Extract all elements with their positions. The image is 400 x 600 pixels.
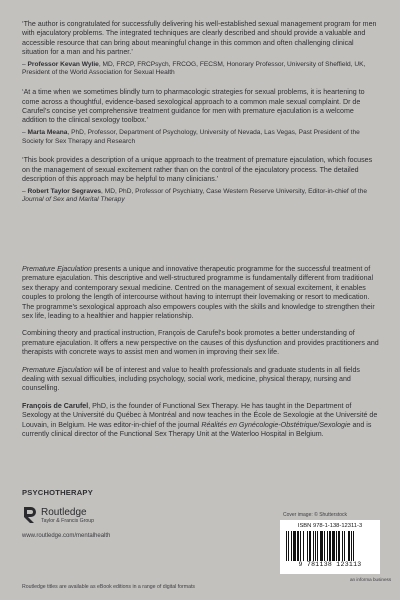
endorsement-text: ‘At a time when we sometimes blindly turn to pharmacologic strategies for sexual problems, it is heartening to come across a thoughtful, evidence-based sexological approach to a common male sexual complaint. Dr de Carufel’s concise yet comprehensive treatment guidance for men with premature ejaculation is a welcome addition to the clinical sexology toolbox.’ (22, 88, 365, 125)
book-title: Premature Ejaculation (22, 265, 92, 273)
routledge-logo-icon (22, 506, 36, 524)
barcode-graphic (284, 531, 376, 561)
endorsement-attribution: – Robert Taylor Segraves, MD, PhD, Professor of Psychiatry, Case Western Reserve University, Editor-in-chief of the Journal of Sex and Marital Therapy (22, 187, 368, 204)
endorser-credentials: , MD, PhD, Professor of Psychiatry, Case Western Reserve University, Editor-in-chief of the (101, 187, 368, 195)
barcode-bar (329, 531, 331, 561)
barcode-bar (317, 531, 318, 561)
endorsement-text: ‘The author is congratulated for successfully delivering his well-established sexual management program for men with ejaculatory problems. The integrated techniques are clearly described and should provide a valuable and accessible resource that can bring about meaningful change in this common and often challenging clinical situation for a man and his partner.’ (22, 20, 377, 57)
barcode-bar (313, 531, 314, 561)
subject-category: PSYCHOTHERAPY (22, 488, 93, 497)
endorser-name: Marta Meana (27, 128, 68, 136)
barcode-bar (327, 531, 328, 561)
publisher-subtitle: Taylor & Francis Group (41, 517, 95, 524)
paragraph-text: will be of interest and value to health professionals and graduate students in all fields dealing with sexual difficulties, including psychology, social work, medicine, physical therapy, nursing and counselling. (22, 365, 360, 393)
barcode-bar (348, 531, 350, 561)
endorsements (22, 20, 380, 215)
barcode-bar (293, 531, 296, 561)
barcode-bar (344, 531, 345, 561)
endorser-credentials: , MD, FRCP, FRCPsych, FRCOG, FECSM, Honorary Professor, University of Sheffield, UK, President of the World Association for Sexual Health (22, 60, 366, 77)
barcode-bar (300, 531, 301, 561)
barcode-bar (288, 531, 289, 561)
endorsement-1 (22, 20, 380, 78)
book-title: Premature Ejaculation (22, 365, 92, 374)
journal-title: Journal of Sex and Marital Therapy (22, 196, 125, 204)
endorser-credentials: , PhD, Professor, Department of Psychology, University of Nevada, Las Vegas, Past President of the Society for Sex Therapy and Research (22, 128, 360, 145)
barcode-bar (324, 531, 325, 561)
barcode-bar (297, 531, 299, 561)
informa-tagline: an informa business (350, 577, 392, 582)
endorser-name: Robert Taylor Segraves (27, 187, 102, 195)
bio-text: , PhD, is the founder of Functional Sex Therapy. He has taught in the Department of Sexology at the Université du Québec à Montréal and now teaches in the École de Sexologie at the Université de Louvain, in Belgium. He was editor-in-chief of the journal (22, 401, 378, 429)
description-paragraph-3 (22, 366, 382, 394)
barcode-bar (303, 531, 304, 561)
endorser-name: Professor Kevan Wylie (27, 60, 99, 68)
endorsement-attribution: – Professor Kevan Wylie, MD, FRCP, FRCPsych, FRCOG, FECSM, Honorary Professor, University of Sheffield, UK, President of the World Association for Sexual Health (22, 60, 366, 77)
barcode-bar (315, 531, 316, 561)
barcode-bar (332, 531, 335, 561)
publisher-block (22, 506, 212, 539)
barcode-bar (336, 531, 337, 561)
publisher-name: Routledge (41, 506, 87, 518)
cover-image-credit: Cover image: © Shutterstock (283, 512, 347, 518)
description-paragraph-1 (22, 265, 382, 321)
barcode-bar (307, 531, 308, 561)
isbn-label: ISBN 978-1-138-12311-3 (297, 523, 363, 529)
ebook-note: Routledge titles are available as eBook editions in a range of digital formats (22, 584, 196, 590)
book-description (22, 265, 382, 448)
barcode-bar (351, 531, 352, 561)
barcode-digits: 9 781138 123113 (298, 561, 362, 568)
publisher-logo (22, 506, 212, 524)
endorsement-2 (22, 88, 380, 146)
bio-text: and is currently clinical director of the Functional Sex Therapy Unit at the Waterloo Hospital in Belgium. (22, 420, 372, 439)
barcode-bar (320, 531, 323, 561)
barcode-panel (280, 520, 380, 574)
publisher-url[interactable]: www.routledge.com/mentalhealth (22, 533, 111, 539)
endorsement-text: ‘This book provides a description of a unique approach to the treatment of premature ejaculation, which focuses on the management of sexual excitement rather than on the control of the ejaculatory process. The detailed description of this approach may be helpful to many clinicians.’ (22, 156, 373, 184)
description-paragraph-2: Combining theory and practical instruction, François de Carufel’s book promotes a better understanding of premature ejaculation. It offers a new perspective on the causes of this dysfunction and provides practitioners and therapists with concrete ways to assist men and women in improving their sex life. (22, 329, 379, 357)
author-bio (22, 402, 382, 440)
journal-title: Réalités en Gynécologie-Obstétrique/Sexologie (201, 420, 351, 429)
barcode-bar (338, 531, 340, 561)
barcode-bar (342, 531, 343, 561)
author-name: François de Carufel (22, 401, 89, 410)
barcode-bar (353, 531, 354, 561)
barcode-bar (286, 531, 287, 561)
endorsement-3 (22, 156, 380, 205)
endorsement-attribution: – Marta Meana, PhD, Professor, Department of Psychology, University of Nevada, Las Vegas, Past President of the Society for Sex Therapy and Research (22, 128, 360, 145)
paragraph-text: presents a unique and innovative therapeutic programme for the successful treatment of premature ejaculation. This descriptive and well-structured programme is fundamentally different from traditional sex therapy and contemporary sexual medicine. Centred on the management of sexual excitement, it enables couples to prolong the length of intercourse without having to interrupt their lovemaking or resort to medication. The programme’s sexological approach also empowers couples with the skills and knowledge to strengthen their sex life, leading to a healthier and happier relationship. (22, 265, 375, 321)
barcode-bar (309, 531, 311, 561)
barcode-bar (291, 531, 292, 561)
